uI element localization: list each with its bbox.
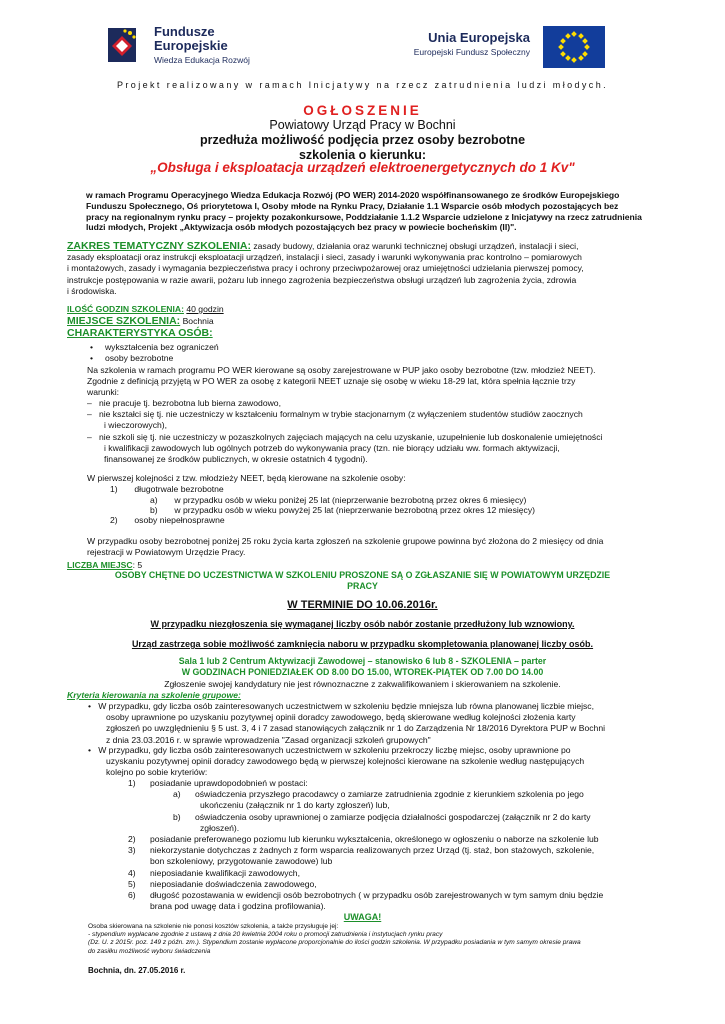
kryteria-line: kolejno po sobie kryteriów:: [106, 767, 208, 778]
ilosc-godzin: [67, 304, 224, 315]
item-text: w przypadku osób w wieku poniżej 25 lat (nieprzerwanie bezrobotną przez okres 6 miesięcy): [174, 495, 527, 505]
announcement-title: OGŁOSZENIE: [303, 103, 422, 118]
ilosc-label: ILOŚĆ GODZIN SZKOLENIA:: [67, 304, 184, 314]
miejsce-szkolenia: [67, 316, 214, 327]
item-number: 5): [128, 878, 136, 889]
miejsce-label: MIEJSCE SZKOLENIA:: [67, 315, 181, 327]
eu-star-icon: [560, 51, 566, 57]
item-text: brana pod uwagę data i godzina profilowania).: [150, 901, 326, 912]
note-line: rejestracji w Powiatowym Urzędzie Pracy.: [87, 547, 246, 558]
location-line1: Sala 1 lub 2 Centrum Aktywizacji Zawodowej – stanowisko 6 lub 8 - SZKOLENIA – parter: [178, 656, 547, 666]
condition-text: i kwalifikacji zawodowych lub ogólnych potrzeb do wykonywania pracy (tzn. nie biorący udziału ww. formach aktywizacji,: [104, 442, 560, 453]
unia-europejska-logo: [390, 26, 605, 70]
logo-left-line3: Wiedza Edukacja Rozwój: [154, 55, 250, 65]
footer-date: Bochnia, dn. 27.05.2016 r.: [88, 966, 186, 975]
item-text: długotrwale bezrobotne: [134, 484, 224, 494]
program-paragraph: [86, 190, 643, 233]
program-line: ludzi młodych, Projekt „Aktywizacja osób młodych pozostających bez pracy w powiecie bocheńskim (II)".: [86, 222, 517, 233]
body-line: Na szkolenia w ramach programu PO WER kierowane są osoby zarejestrowane w PUP jako osoby bezrobotne (tzw. młodzież NEET).: [87, 365, 596, 375]
charakterystyka-label: CHARAKTERYSTYKA OSÓB:: [67, 327, 213, 339]
bullet-icon: •: [88, 701, 92, 711]
deadline: W TERMINIE DO 10.06.2016r.: [287, 599, 438, 611]
bullet-icon: •: [90, 342, 94, 352]
logo-right-line2: Europejski Fundusz Społeczny: [413, 47, 530, 57]
invite-line: OSOBY CHĘTNE DO UCZESTNICTWA W SZKOLENIU PROSZONE SĄ O ZGŁASZANIE SIĘ W POWIATOWYM URZĘDZIE: [114, 570, 611, 580]
priority-item: [110, 484, 224, 495]
item-text: zgłoszeń).: [200, 822, 240, 833]
kryteria-line: uzyskaniu pozytywnej opinii doradcy zawodowego będą w pierwszej kolejności kierowane na szkolenie według następujących: [106, 756, 585, 767]
project-line: Projekt realizowany w ramach Inicjatywy na rzecz zatrudnienia ludzi młodych.: [116, 80, 609, 90]
condition-text: nie szkoli się tj. nie uczestniczy w pozaszkolnych zajęciach mających na celu uzyskanie, uzupełnienie lub doskonalenie umiejętności: [98, 431, 603, 442]
item-text: długość pozostawania w ewidencji osób bezrobotnych ( w przypadku osób zarejestrowanych w tym samym dniu będzie: [149, 890, 604, 901]
course-title: „Obsługa i eksploatacja urządzeń elektroenergetycznych do 1 Kv": [150, 160, 575, 175]
condition-text: finansowanej ze środków publicznych, w okresie ostatnich 4 tygodni).: [104, 454, 368, 465]
kryteria-line: W przypadku, gdy liczba osób zainteresowanych uczestnictwem w szkoleniu przekroczy liczbę miejsc, osoby uprawnione po: [98, 745, 571, 755]
office-name: Powiatowy Urząd Pracy w Bochni: [269, 118, 456, 132]
item-number: 1): [128, 778, 136, 788]
zakres-label: ZAKRES TEMATYCZNY SZKOLENIA:: [67, 240, 251, 252]
ilosc-value: 40 godzin: [186, 304, 224, 314]
item-number: 6): [128, 890, 136, 901]
kryteria-bullet2: [88, 745, 584, 779]
bullet-icon: •: [90, 353, 94, 364]
eu-flag-icon: [543, 26, 605, 68]
kryteria-items: [128, 778, 603, 912]
fundusze-europejskie-mark-icon: [104, 24, 140, 64]
item-text: oświadczenia przyszłego pracodawcy o zamiarze zatrudnienia zgodnie z kierunkiem szkolenia po jego: [194, 789, 584, 800]
extension-note: W przypadku niezgłoszenia się wymaganej liczby osób nabór zostanie przedłużony lub wznowiony.: [150, 619, 575, 629]
eu-star-icon: [565, 33, 571, 39]
body-line: Zgodnie z definicją przyjętą w PO WER za osobę z kategorii NEET uznaje się osobę w wieku 18-29 lat, która spełnia łącznie trzy: [87, 376, 576, 387]
bullet-icon: •: [88, 745, 92, 755]
kryteria-line: z dnia 23.03.2016 r. w sprawie wprowadzenia "Zasad organizacji szkoleń grupowych": [106, 734, 431, 745]
note-line: W przypadku osoby bezrobotnej poniżej 25 roku życia karta zgłoszeń na szkolenie grupowe powinna być złożona do 2 miesięcy od dnia: [87, 536, 604, 546]
announcement-line2: szkolenia o kierunku:: [298, 148, 427, 162]
item-letter: b): [150, 505, 158, 515]
logo-right-line1: Unia Europejska: [428, 30, 530, 45]
eu-star-icon: [578, 55, 584, 61]
zakres-line: i montażowych, zasady i wymagania bezpieczeństwa pracy i ochrony przeciwpożarowej oraz umiejętności udzielania pierwszej pomocy,: [67, 263, 584, 274]
invite-line: PRACY: [347, 581, 378, 591]
zakres-section: [67, 241, 647, 297]
item-text: ukończeniu (załącznik nr 1 do karty zgłoszeń) lub,: [200, 800, 390, 811]
item-letter: a): [150, 495, 158, 505]
condition-text: i wieczorowych),: [104, 420, 168, 431]
priority-intro: W pierwszej kolejności z tzw. młodzieży NEET, będą kierowane na szkolenie osoby:: [87, 473, 406, 483]
body-line: warunki:: [87, 387, 119, 398]
reserve-note: Urząd zastrzega sobie możliwość zamknięcia naboru w przypadku skompletowania planowanej liczby osób.: [131, 639, 594, 649]
miejsce-value: Bochnia: [182, 316, 214, 326]
eu-star-icon: [582, 38, 588, 44]
priority-item: [110, 515, 225, 526]
kryteria-bullet1: [88, 701, 605, 746]
eu-star-icon: [584, 44, 590, 50]
bullet-text: wykształcenia bez ograniczeń: [104, 342, 219, 352]
uwaga-line: do zasiłku możliwość wyboru świadczenia: [88, 947, 211, 955]
announcement-line1: przedłuża możliwość podjęcia przez osoby bezrobotne: [199, 133, 526, 147]
location-line2: W GODZINACH PONIEDZIAŁEK OD 8.00 DO 15.00, WTOREK-PIĄTEK OD 7.00 DO 14.00: [181, 667, 544, 677]
program-line: pracy na regionalnym rynku pracy – projekty pozakonkursowe, Poddziałanie 1.1.2 Wsparcie udzielone z Inicjatywy na rzecz zatrudnienia: [86, 211, 642, 222]
item-text: osoby niepełnosprawne: [134, 515, 225, 525]
eu-star-icon: [560, 38, 566, 44]
registration-note: [87, 536, 603, 558]
dash-icon: –: [87, 398, 92, 408]
neet-conditions: [87, 398, 602, 465]
zakres-line: zasady eksploatacji oraz instrukcji eksploatacji urządzeń, instalacji i sieci, zasady i warunki wykonywania prac kontrolno – pomiarowych: [67, 252, 582, 263]
uwaga-label: UWAGA!: [343, 912, 382, 922]
eu-star-icon: [565, 55, 571, 61]
dash-icon: –: [87, 431, 92, 442]
program-line: w ramach Programu Operacyjnego Wiedza Edukacja Rozwój (PO WER) 2014-2020 współfinansowanego ze środków Europejskiego: [86, 190, 620, 200]
invite-text: [0, 570, 725, 592]
item-letter: b): [173, 811, 181, 822]
item-text: niekorzystanie dotychczas z żadnych z form wsparcia realizowanych przez Urząd (tj. staż, bon stażowych, szkolenie,: [149, 845, 595, 856]
item-number: 2): [110, 515, 118, 525]
zakres-line: i środowiska.: [67, 285, 117, 296]
logo-left-line1: Fundusze: [154, 24, 215, 39]
eu-star-icon: [558, 44, 564, 50]
uwaga-line: - stypendium wypłacane zgodnie z ustawą z dnia 20 kwietnia 2004 roku o promocji zatrudnienia i instytucjach rynku pracy: [88, 931, 443, 939]
item-text: nieposiadanie kwalifikacji zawodowych,: [149, 867, 300, 878]
item-text: w przypadku osób w wieku powyżej 25 lat (nieprzerwanie bezrobotną przez okres 12 miesięcy): [174, 505, 536, 515]
item-letter: a): [173, 789, 181, 800]
fundusze-europejskie-logo: [98, 18, 288, 68]
item-number: 1): [110, 484, 118, 494]
charakterystyka-body: [87, 365, 596, 399]
kryteria-line: zgłoszeń po uwzględnieniu § 5 ust. 3, 4 i 7 zasad stanowiących załącznik nr 1 do Zarządzenia Nr 18/2016 Dyrektora PUP w Bochni: [106, 723, 606, 734]
kryteria-label: Kryteria kierowania na szkolenie grupowe:: [67, 690, 241, 700]
item-text: posiadanie uprawdopodobnień w postaci:: [149, 778, 308, 788]
uwaga-line: (Dz. U. z 2015r. poz. 149 z późn. zm.). Stypendium zostanie wypłacone proporcjonalnie do ilości godzin szkolenia. W przypadku posiadania w tym samym okresie prawa: [88, 939, 581, 947]
eu-star-icon: [582, 51, 588, 57]
dash-icon: –: [87, 409, 92, 420]
charakterystyka-bullets: [90, 342, 219, 364]
bullet-text: osoby bezrobotne: [104, 353, 174, 364]
item-number: 4): [128, 867, 136, 878]
charakterystyka-heading: [67, 328, 213, 339]
kryteria-line: osoby uprawnione po uzyskaniu pozytywnej opinii doradcy zawodowego, będą skierowane według kolejności złożenia karty: [106, 712, 576, 723]
condition-text: nie kształci się tj. nie uczestniczy w kształceniu formalnym w trybie stacjonarnym (z wyłączeniem studentów studiów zaocznych: [98, 409, 583, 420]
kryteria-line: W przypadku, gdy liczba osób zainteresowanych uczestnictwem w szkoleniu będzie mniejsza lub równa planowanej liczbie miejsc,: [98, 701, 594, 711]
item-text: oświadczenia osoby uprawnionej o zamiarze podjęcia działalności gospodarczej (załącznik nr 2 do karty: [194, 811, 591, 822]
eu-star-icon: [571, 31, 577, 37]
liczba-value: : 5: [132, 560, 143, 570]
program-line: Funduszu Społecznego, Oś priorytetowa I, Osoby młode na Rynku Pracy, Działanie 1.1 Wsparcie osób młodych pozostających bez: [86, 200, 619, 211]
uwaga-text: [88, 923, 581, 956]
item-number: 2): [128, 834, 136, 845]
uwaga-line: Osoba skierowana na szkolenie nie ponosi kosztów szkolenia, a także przysługuje jej:: [88, 923, 339, 930]
item-number: 3): [128, 845, 136, 856]
condition-text: nie pracuje tj. bezrobotna lub bierna zawodowo,: [98, 398, 281, 408]
liczba-label: LICZBA MIEJSC: [67, 560, 133, 570]
logo-left-line2: Europejskie: [154, 38, 228, 53]
zakres-line: instrukcje postępowania w razie awarii, pożaru lub innego zagrożenia bezpieczeństwa obsługi urządzeń lub zagrożenia życia, zdrowia: [67, 274, 577, 285]
item-text: nieposiadanie doświadczenia zawodowego,: [149, 878, 317, 889]
location-line3: Zgłoszenie swojej kandydatury nie jest równoznaczne z zakwalifikowaniem i skierowaniem na szkolenie.: [164, 679, 561, 689]
item-text: posiadanie preferowanego poziomu lub kierunku wykształcenia, określonego w ogłoszeniu o naborze na szkolenie lub: [149, 834, 599, 845]
zakres-first: zasady budowy, działania oraz warunki technicznej obsługi urządzeń, instalacji i sieci,: [253, 241, 579, 251]
eu-star-icon: [571, 57, 577, 63]
eu-star-icon: [578, 33, 584, 39]
item-text: bon szkoleniowy, przygotowanie zawodowe) lub: [150, 856, 333, 867]
